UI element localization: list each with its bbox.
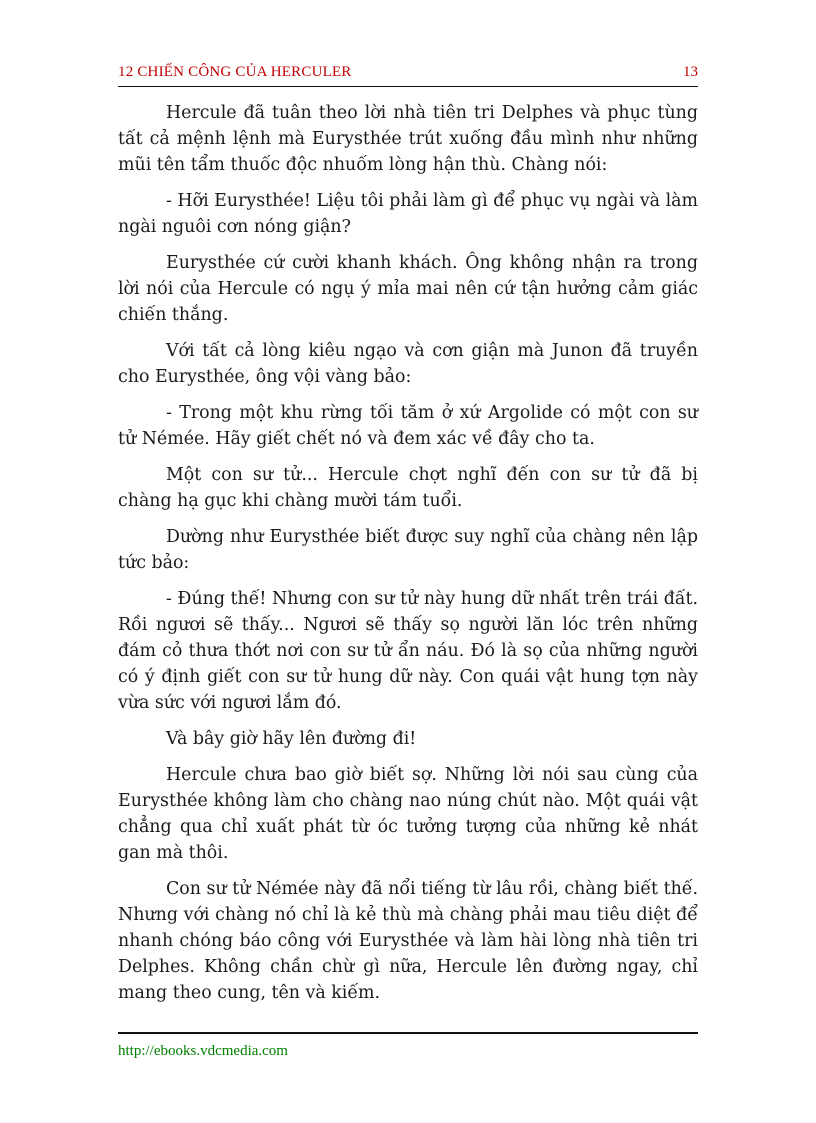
- paragraph: Dường như Eurysthée biết được suy nghĩ của chàng nên lập tức bảo:: [118, 527, 698, 573]
- paragraph: Với tất cả lòng kiêu ngạo và cơn giận mà Junon đã truyền cho Eurysthée, ông vội vàng bảo:: [118, 341, 698, 387]
- paragraph: Hercule chưa bao giờ biết sợ. Những lời nói sau cùng của Eurysthée không làm cho chàng nao núng chút nào. Một quái vật chẳng qua chỉ xuất phát từ óc tưởng tượng của những kẻ nhát gan mà thôi.: [118, 765, 698, 863]
- paragraph: Một con sư tử... Hercule chợt nghĩ đến con sư tử đã bị chàng hạ gục khi chàng mười tám tuổi.: [118, 465, 698, 511]
- paragraph: Eurysthée cứ cười khanh khách. Ông không nhận ra trong lời nói của Hercule có ngụ ý mỉa mai nên cứ tận hưởng cảm giác chiến thắng.: [118, 253, 698, 325]
- footer-link[interactable]: http://ebooks.vdcmedia.com: [118, 1043, 288, 1059]
- footer-divider: [118, 1032, 698, 1034]
- page-number: 13: [683, 64, 698, 80]
- paragraph: Hercule đã tuân theo lời nhà tiên tri Delphes và phục tùng tất cả mệnh lệnh mà Eurysthée trút xuống đầu mình như những mũi tên tẩm thuốc độc nhuốm lòng hận thù. Chàng nói:: [118, 103, 698, 175]
- running-title: 12 CHIẾN CÔNG CỦA HERCULER: [118, 64, 352, 80]
- page-header: [118, 64, 698, 87]
- dialogue-paragraph: - Hỡi Eurysthée! Liệu tôi phải làm gì để phục vụ ngài và làm ngài nguôi cơn nóng giận?: [118, 191, 698, 237]
- paragraph: Và bây giờ hãy lên đường đi!: [166, 729, 417, 749]
- dialogue-paragraph: - Trong một khu rừng tối tăm ở xứ Argolide có một con sư tử Némée. Hãy giết chết nó và đem xác về đây cho ta.: [118, 403, 698, 449]
- dialogue-paragraph: - Đúng thế! Nhưng con sư tử này hung dữ nhất trên trái đất. Rồi ngươi sẽ thấy... Ngươi sẽ thấy sọ người lăn lóc trên những đám cỏ thưa thớt nơi con sư tử ẩn náu. Đó là sọ của những người có ý định giết con sư tử hung dữ này. Con quái vật hung tợn này vừa sức với ngươi lắm đó.: [118, 589, 698, 713]
- paragraph: Con sư tử Némée này đã nổi tiếng từ lâu rồi, chàng biết thế. Nhưng với chàng nó chỉ là kẻ thù mà chàng phải mau tiêu diệt để nhanh chóng báo công với Eurysthée và làm hài lòng nhà tiên tri Delphes. Không chần chừ gì nữa, Hercule lên đường ngay, chỉ mang theo cung, tên và kiếm.: [118, 879, 698, 1003]
- body-text: [118, 100, 698, 1016]
